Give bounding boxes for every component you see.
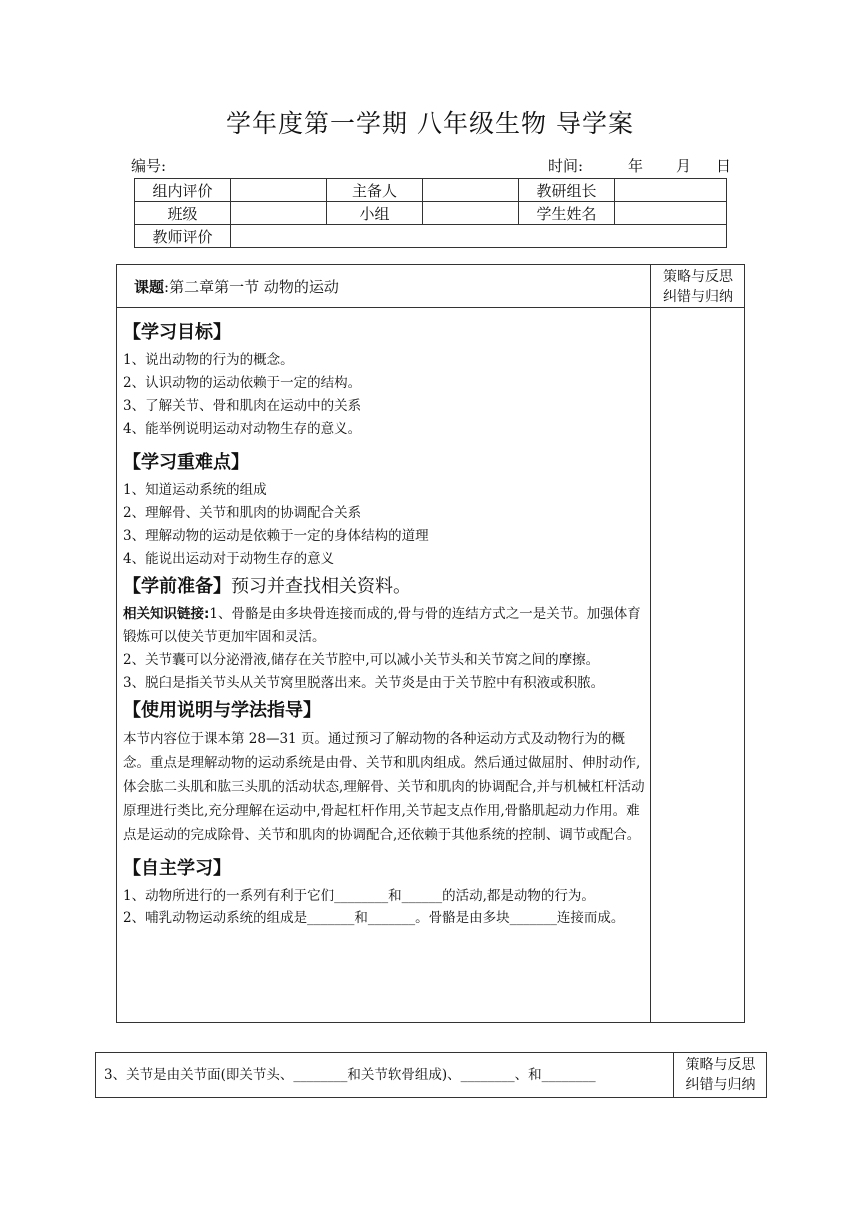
table-row bbox=[135, 202, 727, 225]
table-cell: 小组 bbox=[327, 202, 423, 225]
question: 1、动物所进行的一系列有利于它们________和______的活动,都是动物的行为。 bbox=[123, 888, 595, 904]
course-label: 课题 bbox=[134, 278, 165, 296]
table-cell[interactable] bbox=[615, 179, 727, 202]
question: 3、关节是由关节面(即关节头、________和关节软骨组成)、________、和________ bbox=[104, 1067, 596, 1083]
link-label: 相关知识链接: bbox=[123, 606, 210, 622]
section-heading: 【使用说明与学法指导】 bbox=[123, 700, 321, 721]
number-label: 编号: bbox=[131, 157, 167, 175]
section-heading: 【自主学习】 bbox=[123, 858, 231, 879]
prep-text: 1、骨骼是由多块骨连接而成的,骨与骨的连结方式之一是关节。加强体育锻炼可以使关节更加牢固和灵活。 bbox=[123, 606, 641, 645]
divider bbox=[117, 307, 744, 308]
course-text: :第二章第一节 动物的运动 bbox=[164, 278, 339, 296]
main-worksheet bbox=[116, 264, 745, 1023]
list-item: 2、认识动物的运动依赖于一定的结构。 bbox=[123, 375, 362, 391]
side-note-line: 策略与反思 bbox=[663, 269, 733, 285]
table-cell: 班级 bbox=[135, 202, 231, 225]
table-cell[interactable] bbox=[423, 179, 519, 202]
table-cell[interactable] bbox=[231, 225, 727, 248]
list-item: 1、知道运动系统的组成 bbox=[123, 482, 267, 498]
table-row bbox=[135, 225, 727, 248]
content-area bbox=[123, 317, 645, 929]
list-item: 3、理解动物的运动是依赖于一定的身体结构的道理 bbox=[123, 528, 429, 544]
list-item: 4、能说出运动对于动物生存的意义 bbox=[123, 551, 335, 567]
side-note-line: 纠错与归纳 bbox=[663, 289, 733, 305]
table-cell: 主备人 bbox=[327, 179, 423, 202]
section-heading bbox=[123, 571, 645, 603]
info-table bbox=[134, 178, 727, 248]
paragraph: 本节内容位于课本第 28—31 页。通过预习了解动物的各种运动方式及动物行为的概念。重点是理解动物的运动系统是由骨、关节和肌肉组成。然后通过做屈肘、伸肘动作,体会肱二头肌和肱三头肌的活动状态,理解骨、关节和肌肉的协调配合,并与机械杠杆活动原理进行类比,充分理解在运动中,骨起杠杆作用,关节起支点作用,骨骼肌起动力作用。难点是运动的完成除骨、关节和肌肉的协调配合,还依赖于其他系统的控制、调节或配合。 bbox=[123, 731, 645, 843]
side-note-line: 策略与反思 bbox=[685, 1057, 756, 1073]
list-item: 1、说出动物的行为的概念。 bbox=[123, 352, 294, 368]
table-cell[interactable] bbox=[231, 179, 327, 202]
side-note bbox=[652, 267, 744, 307]
month-label: 月 bbox=[676, 157, 692, 175]
paragraph bbox=[123, 603, 645, 649]
paragraph: 3、脱臼是指关节头从关节窝里脱落出来。关节炎是由于关节腔中有积液或积脓。 bbox=[123, 675, 605, 691]
table-cell[interactable] bbox=[615, 202, 727, 225]
table-cell: 教研组长 bbox=[519, 179, 615, 202]
course-title bbox=[134, 276, 339, 297]
table-cell: 学生姓名 bbox=[519, 202, 615, 225]
table-cell: 组内评价 bbox=[135, 179, 231, 202]
list-item: 2、理解骨、关节和肌肉的协调配合关系 bbox=[123, 505, 362, 521]
year-label: 年 bbox=[628, 157, 644, 175]
table-cell[interactable] bbox=[231, 202, 327, 225]
divider bbox=[673, 1053, 674, 1097]
next-page-table bbox=[95, 1052, 767, 1098]
time-row bbox=[548, 155, 738, 176]
list-item: 4、能举例说明运动对动物生存的意义。 bbox=[123, 421, 362, 437]
list-item: 3、了解关节、骨和肌肉在运动中的关系 bbox=[123, 398, 362, 414]
paragraph: 2、关节囊可以分泌滑液,储存在关节腔中,可以减小关节头和关节窝之间的摩擦。 bbox=[123, 652, 600, 668]
section-heading: 【学习重难点】 bbox=[123, 452, 249, 473]
side-note bbox=[675, 1055, 766, 1095]
prep-heading-rest: 预习并查找相关资料。 bbox=[231, 576, 411, 597]
time-label: 时间: bbox=[548, 157, 584, 175]
table-cell: 教师评价 bbox=[135, 225, 231, 248]
table-row bbox=[135, 179, 727, 202]
divider bbox=[650, 265, 651, 1022]
side-note-line: 纠错与归纳 bbox=[685, 1077, 756, 1093]
page-title: 学年度第一学期 八年级生物 导学案 bbox=[226, 109, 634, 138]
question: 2、哺乳动物运动系统的组成是_______和_______。骨骼是由多块_______连接而成。 bbox=[123, 910, 625, 926]
prep-heading: 【学前准备】 bbox=[123, 576, 231, 597]
table-cell[interactable] bbox=[423, 202, 519, 225]
section-heading: 【学习目标】 bbox=[123, 322, 231, 343]
day-label: 日 bbox=[716, 157, 732, 175]
